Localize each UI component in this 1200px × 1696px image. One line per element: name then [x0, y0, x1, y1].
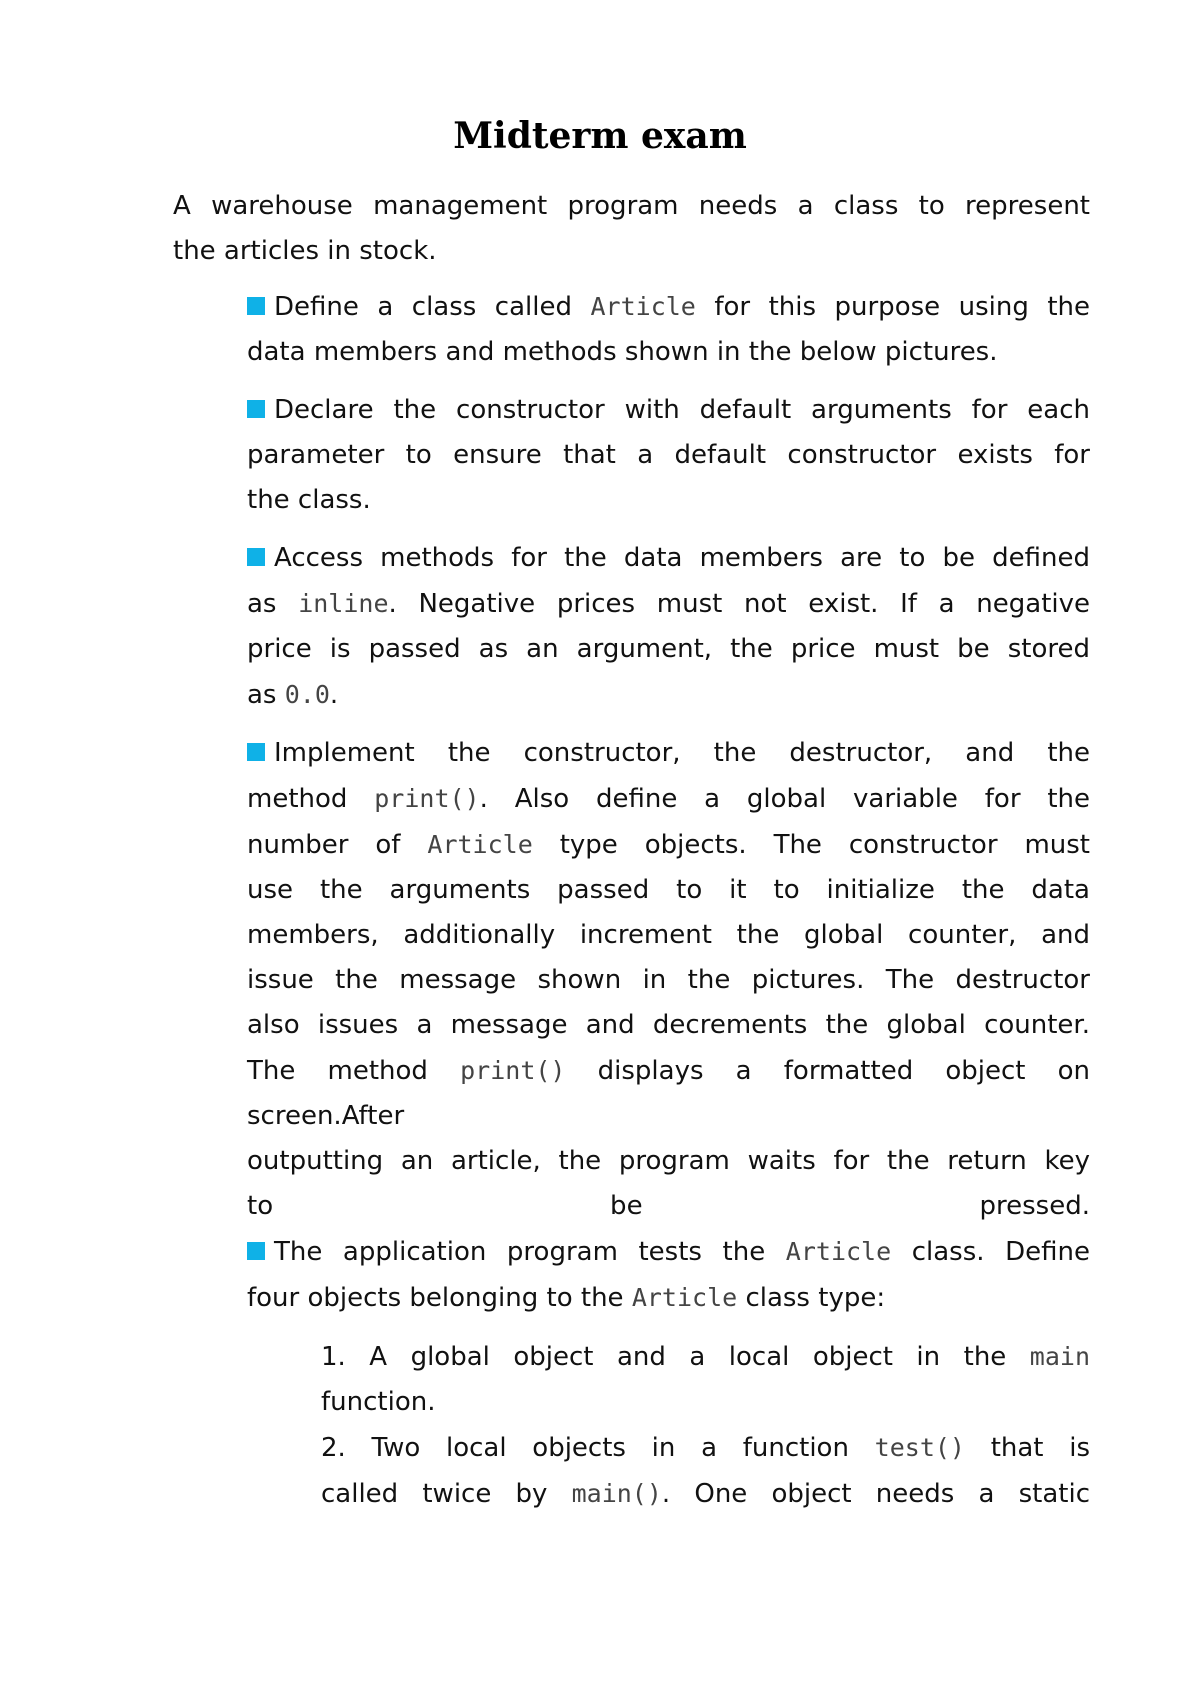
- text-line: function.: [321, 1387, 436, 1417]
- code-zero: 0.0: [284, 680, 330, 709]
- text-line: to be pressed.: [247, 1191, 1090, 1221]
- text: Declare the constructor with default arguments for each: [274, 395, 1090, 425]
- text: 1. A global object and a local object in the: [321, 1342, 1007, 1372]
- blue-square-bullet-icon: [247, 297, 265, 315]
- text-line: screen.After: [247, 1101, 405, 1131]
- text: Implement the constructor, the destructor, and the: [274, 738, 1090, 768]
- text: Access methods for the data members are to be defined: [274, 543, 1090, 573]
- text: that is: [990, 1433, 1090, 1463]
- blue-square-bullet-icon: [247, 1242, 265, 1260]
- text: . Also define a global variable for the: [479, 784, 1090, 814]
- text-line: outputting an article, the program waits for the return key: [247, 1146, 1090, 1176]
- bullet-item-define-class: [247, 284, 1090, 375]
- code-article: Article: [427, 830, 533, 859]
- text-line: parameter to ensure that a default constructor exists for: [247, 440, 1090, 470]
- text: The application program tests the: [274, 1237, 766, 1267]
- text: type objects. The constructor must: [559, 830, 1091, 860]
- text: .: [329, 680, 339, 710]
- text: class. Define: [911, 1237, 1090, 1267]
- task-list: [173, 284, 1090, 1517]
- text-line: data members and methods shown in the below pictures.: [247, 337, 998, 367]
- numbered-item: [321, 1334, 1090, 1425]
- numbered-item: [321, 1425, 1090, 1517]
- code-inline: inline: [298, 589, 389, 618]
- text: as: [247, 589, 277, 619]
- intro-line: A warehouse management program needs a class to represent: [173, 191, 1090, 221]
- blue-square-bullet-icon: [247, 743, 265, 761]
- text-line: the class.: [247, 485, 371, 515]
- text-line: members, additionally increment the global counter, and: [247, 920, 1090, 950]
- code-print: print(): [460, 1056, 566, 1085]
- code-main: main: [1029, 1342, 1091, 1371]
- code-main-call: main(): [571, 1479, 662, 1508]
- bullet-item-access-methods: [247, 536, 1090, 718]
- text: as: [247, 680, 277, 710]
- text: number of: [247, 830, 401, 860]
- code-print: print(): [374, 784, 480, 813]
- text: displays a formatted object on: [597, 1056, 1091, 1086]
- text: for this purpose using the: [714, 292, 1091, 322]
- text: . One object needs a static: [661, 1479, 1090, 1509]
- intro-line: the articles in stock.: [173, 236, 437, 266]
- bullet-item-implement: [247, 731, 1090, 1517]
- numbered-list: [247, 1334, 1090, 1517]
- code-article: Article: [785, 1237, 892, 1266]
- text: method: [247, 784, 348, 814]
- text: class type:: [745, 1283, 886, 1313]
- text: four objects belonging to the: [247, 1283, 624, 1313]
- text: 2. Two local objects in a function: [321, 1433, 849, 1463]
- text-line: issue the message shown in the pictures. The destructor: [247, 965, 1090, 995]
- code-test: test(): [874, 1433, 965, 1462]
- code-article: Article: [590, 292, 696, 321]
- document-body: [173, 184, 1090, 1530]
- text: . Negative prices must not exist. If a negative: [388, 589, 1090, 619]
- text-line: use the arguments passed to it to initialize the data: [247, 875, 1090, 905]
- intro-paragraph: [173, 184, 1090, 274]
- text-line: also issues a message and decrements the global counter.: [247, 1010, 1090, 1040]
- blue-square-bullet-icon: [247, 400, 265, 418]
- code-article: Article: [631, 1283, 738, 1312]
- text-line: price is passed as an argument, the price must be stored: [247, 634, 1090, 664]
- bullet-item-constructor-defaults: [247, 388, 1090, 523]
- text: The method: [247, 1056, 428, 1086]
- text: Define a class called: [274, 292, 572, 322]
- text: called twice by: [321, 1479, 548, 1509]
- page-title: Midterm exam: [453, 115, 747, 157]
- blue-square-bullet-icon: [247, 548, 265, 566]
